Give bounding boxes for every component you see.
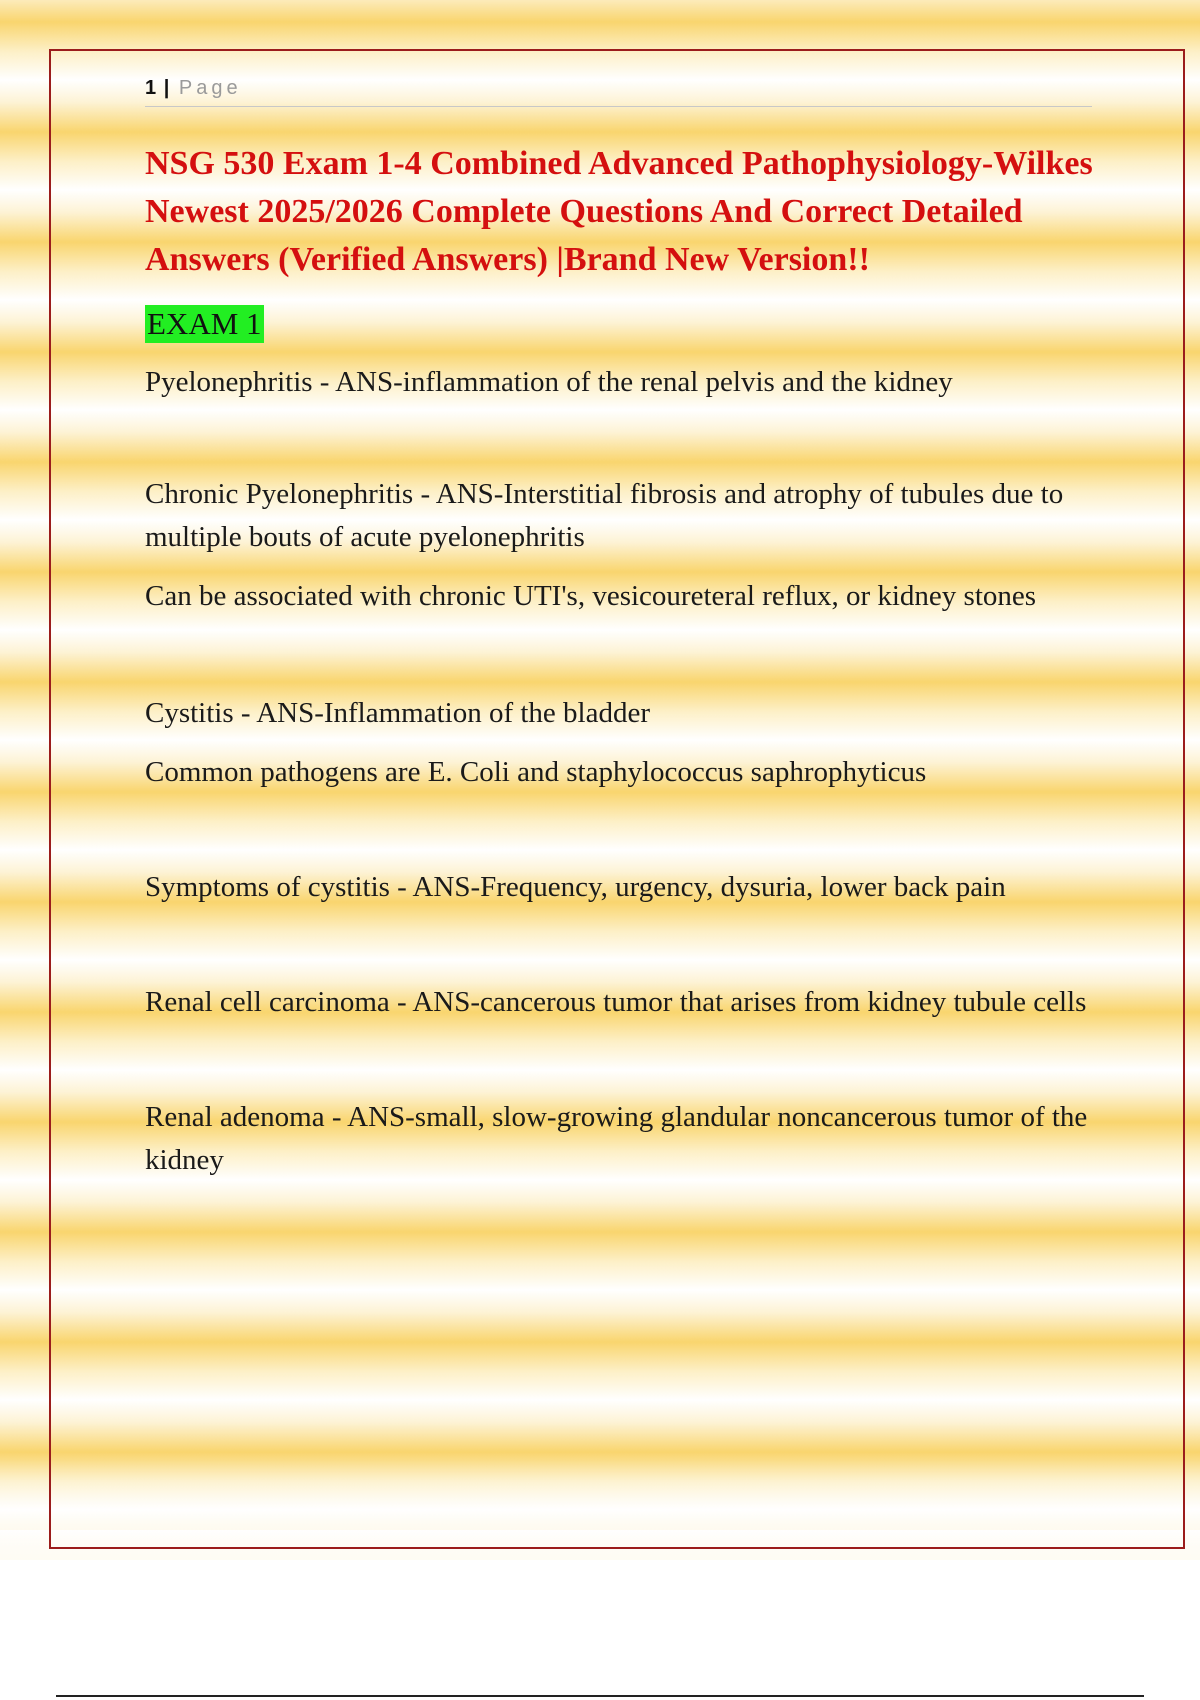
entry-chronic-pyelonephritis: Chronic Pyelonephritis - ANS-Interstitial fibrosis and atrophy of tubules due to multiple bouts of acute pyelonephritis (145, 478, 1064, 553)
entry-renal-cell-carcinoma: Renal cell carcinoma - ANS-cancerous tumor that arises from kidney tubule cells (145, 986, 1087, 1018)
footer-divider (56, 1695, 1144, 1697)
entry-pyelonephritis: Pyelonephritis - ANS-inflammation of the renal pelvis and the kidney (145, 366, 953, 398)
page-label: Page (178, 77, 242, 99)
entry-cystitis: Cystitis - ANS-Inflammation of the bladder (145, 697, 651, 729)
document-title: NSG 530 Exam 1-4 Combined Advanced Pathophysiology-Wilkes Newest 2025/2026 Complete Questions And Correct Detailed Answers (Verified Answers) |Brand New Version!! (145, 145, 1093, 278)
document-body (145, 305, 1095, 1182)
page-header (145, 74, 1092, 107)
entry-cystitis-note: Common pathogens are E. Coli and staphylococcus saphrophyticus (145, 756, 927, 788)
section-label-exam-1: EXAM 1 (147, 306, 262, 341)
entry-symptoms-of-cystitis: Symptoms of cystitis - ANS-Frequency, urgency, dysuria, lower back pain (145, 871, 1006, 903)
page-number: 1 (145, 77, 157, 99)
entry-chronic-pyelonephritis-note: Can be associated with chronic UTI's, vesicoureteral reflux, or kidney stones (145, 580, 1037, 612)
section-heading (145, 305, 1095, 343)
header-separator: | (163, 77, 170, 99)
entry-renal-adenoma: Renal adenoma - ANS-small, slow-growing glandular noncancerous tumor of the kidney (145, 1101, 1088, 1176)
